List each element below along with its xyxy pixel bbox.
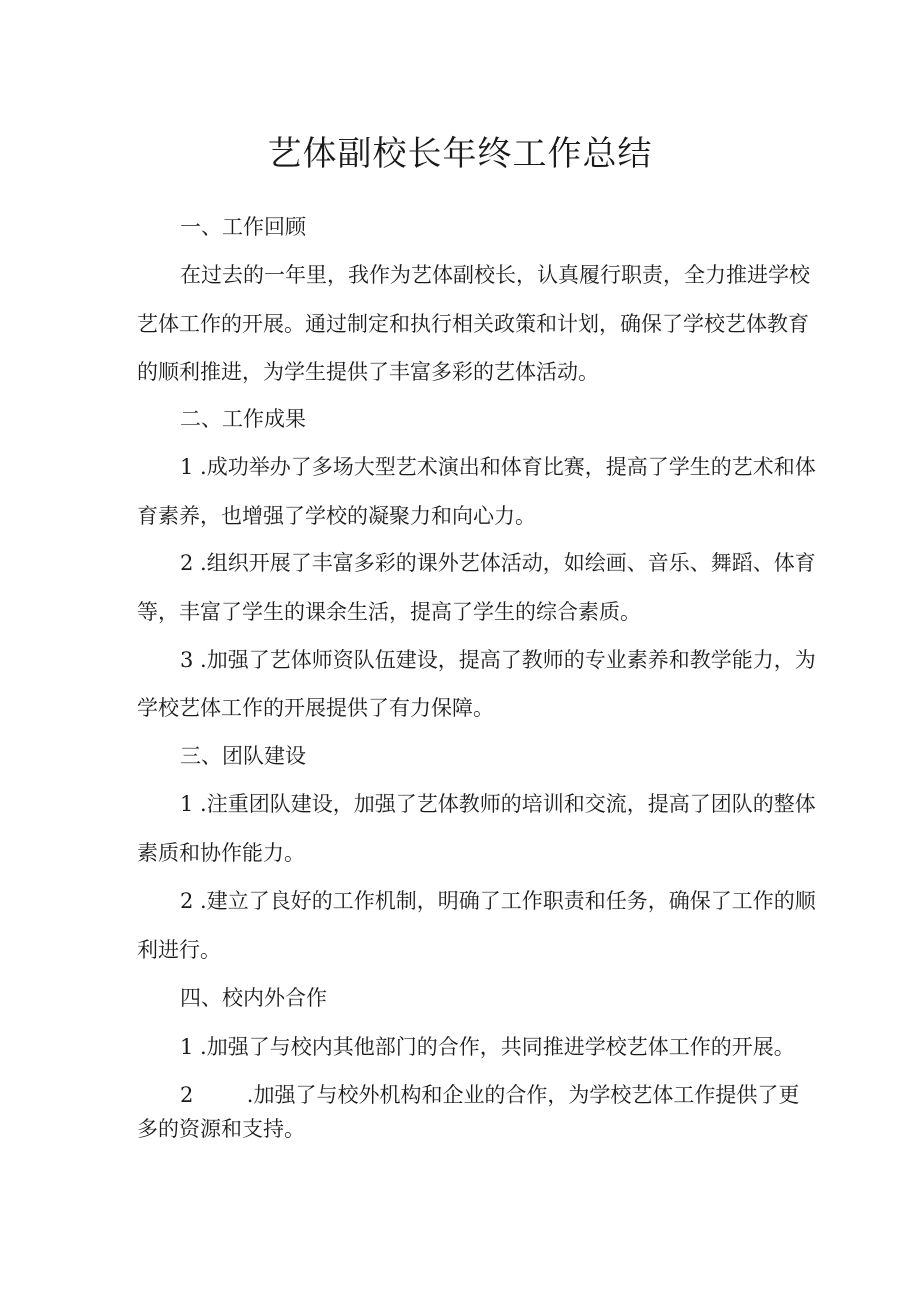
paragraph-line: 艺体工作的开展。通过制定和执行相关政策和计划，确保了学校艺体教育 [137, 312, 809, 336]
section-heading: 四、校内外合作 [180, 986, 327, 1010]
list-item-line: 1 .成功举办了多场大型艺术演出和体育比赛，提高了学生的艺术和体 [180, 455, 816, 479]
list-item-line: 1 .加强了与校内其他部门的合作，共同推进学校艺体工作的开展。 [180, 1035, 795, 1059]
list-item-line: 等，丰富了学生的课余生活，提高了学生的综合素质。 [137, 600, 641, 624]
section-heading: 一、工作回顾 [180, 215, 306, 239]
paragraph-line: 在过去的一年里，我作为艺体副校长，认真履行职责，全力推进学校 [180, 263, 810, 287]
list-item-line: 2 .组织开展了丰富多彩的课外艺体活动，如绘画、音乐、舞蹈、体育 [180, 551, 816, 575]
section-heading: 二、工作成果 [180, 407, 306, 431]
paragraph-line: 的顺利推进，为学生提供了丰富多彩的艺体活动。 [137, 360, 599, 384]
document-title: 艺体副校长年终工作总结 [267, 134, 653, 174]
list-item-line: 2 .建立了良好的工作机制，明确了工作职责和任务，确保了工作的顺 [180, 889, 816, 913]
list-item-line: 素质和协作能力。 [137, 841, 305, 865]
list-item-line: 多的资源和支持。 [137, 1117, 305, 1141]
section-heading: 三、团队建设 [180, 744, 306, 768]
list-item-line: 3 .加强了艺体师资队伍建设，提高了教师的专业素养和教学能力，为 [180, 648, 816, 672]
list-item-line: 2 .加强了与校外机构和企业的合作，为学校艺体工作提供了更 [180, 1083, 800, 1107]
list-item-line: 利进行。 [137, 938, 221, 962]
list-item-line: 育素养，也增强了学校的凝聚力和向心力。 [137, 504, 536, 528]
list-item-line: 1 .注重团队建设，加强了艺体教师的培训和交流，提高了团队的整体 [180, 792, 816, 816]
list-item-line: 学校艺体工作的开展提供了有力保障。 [137, 696, 494, 720]
